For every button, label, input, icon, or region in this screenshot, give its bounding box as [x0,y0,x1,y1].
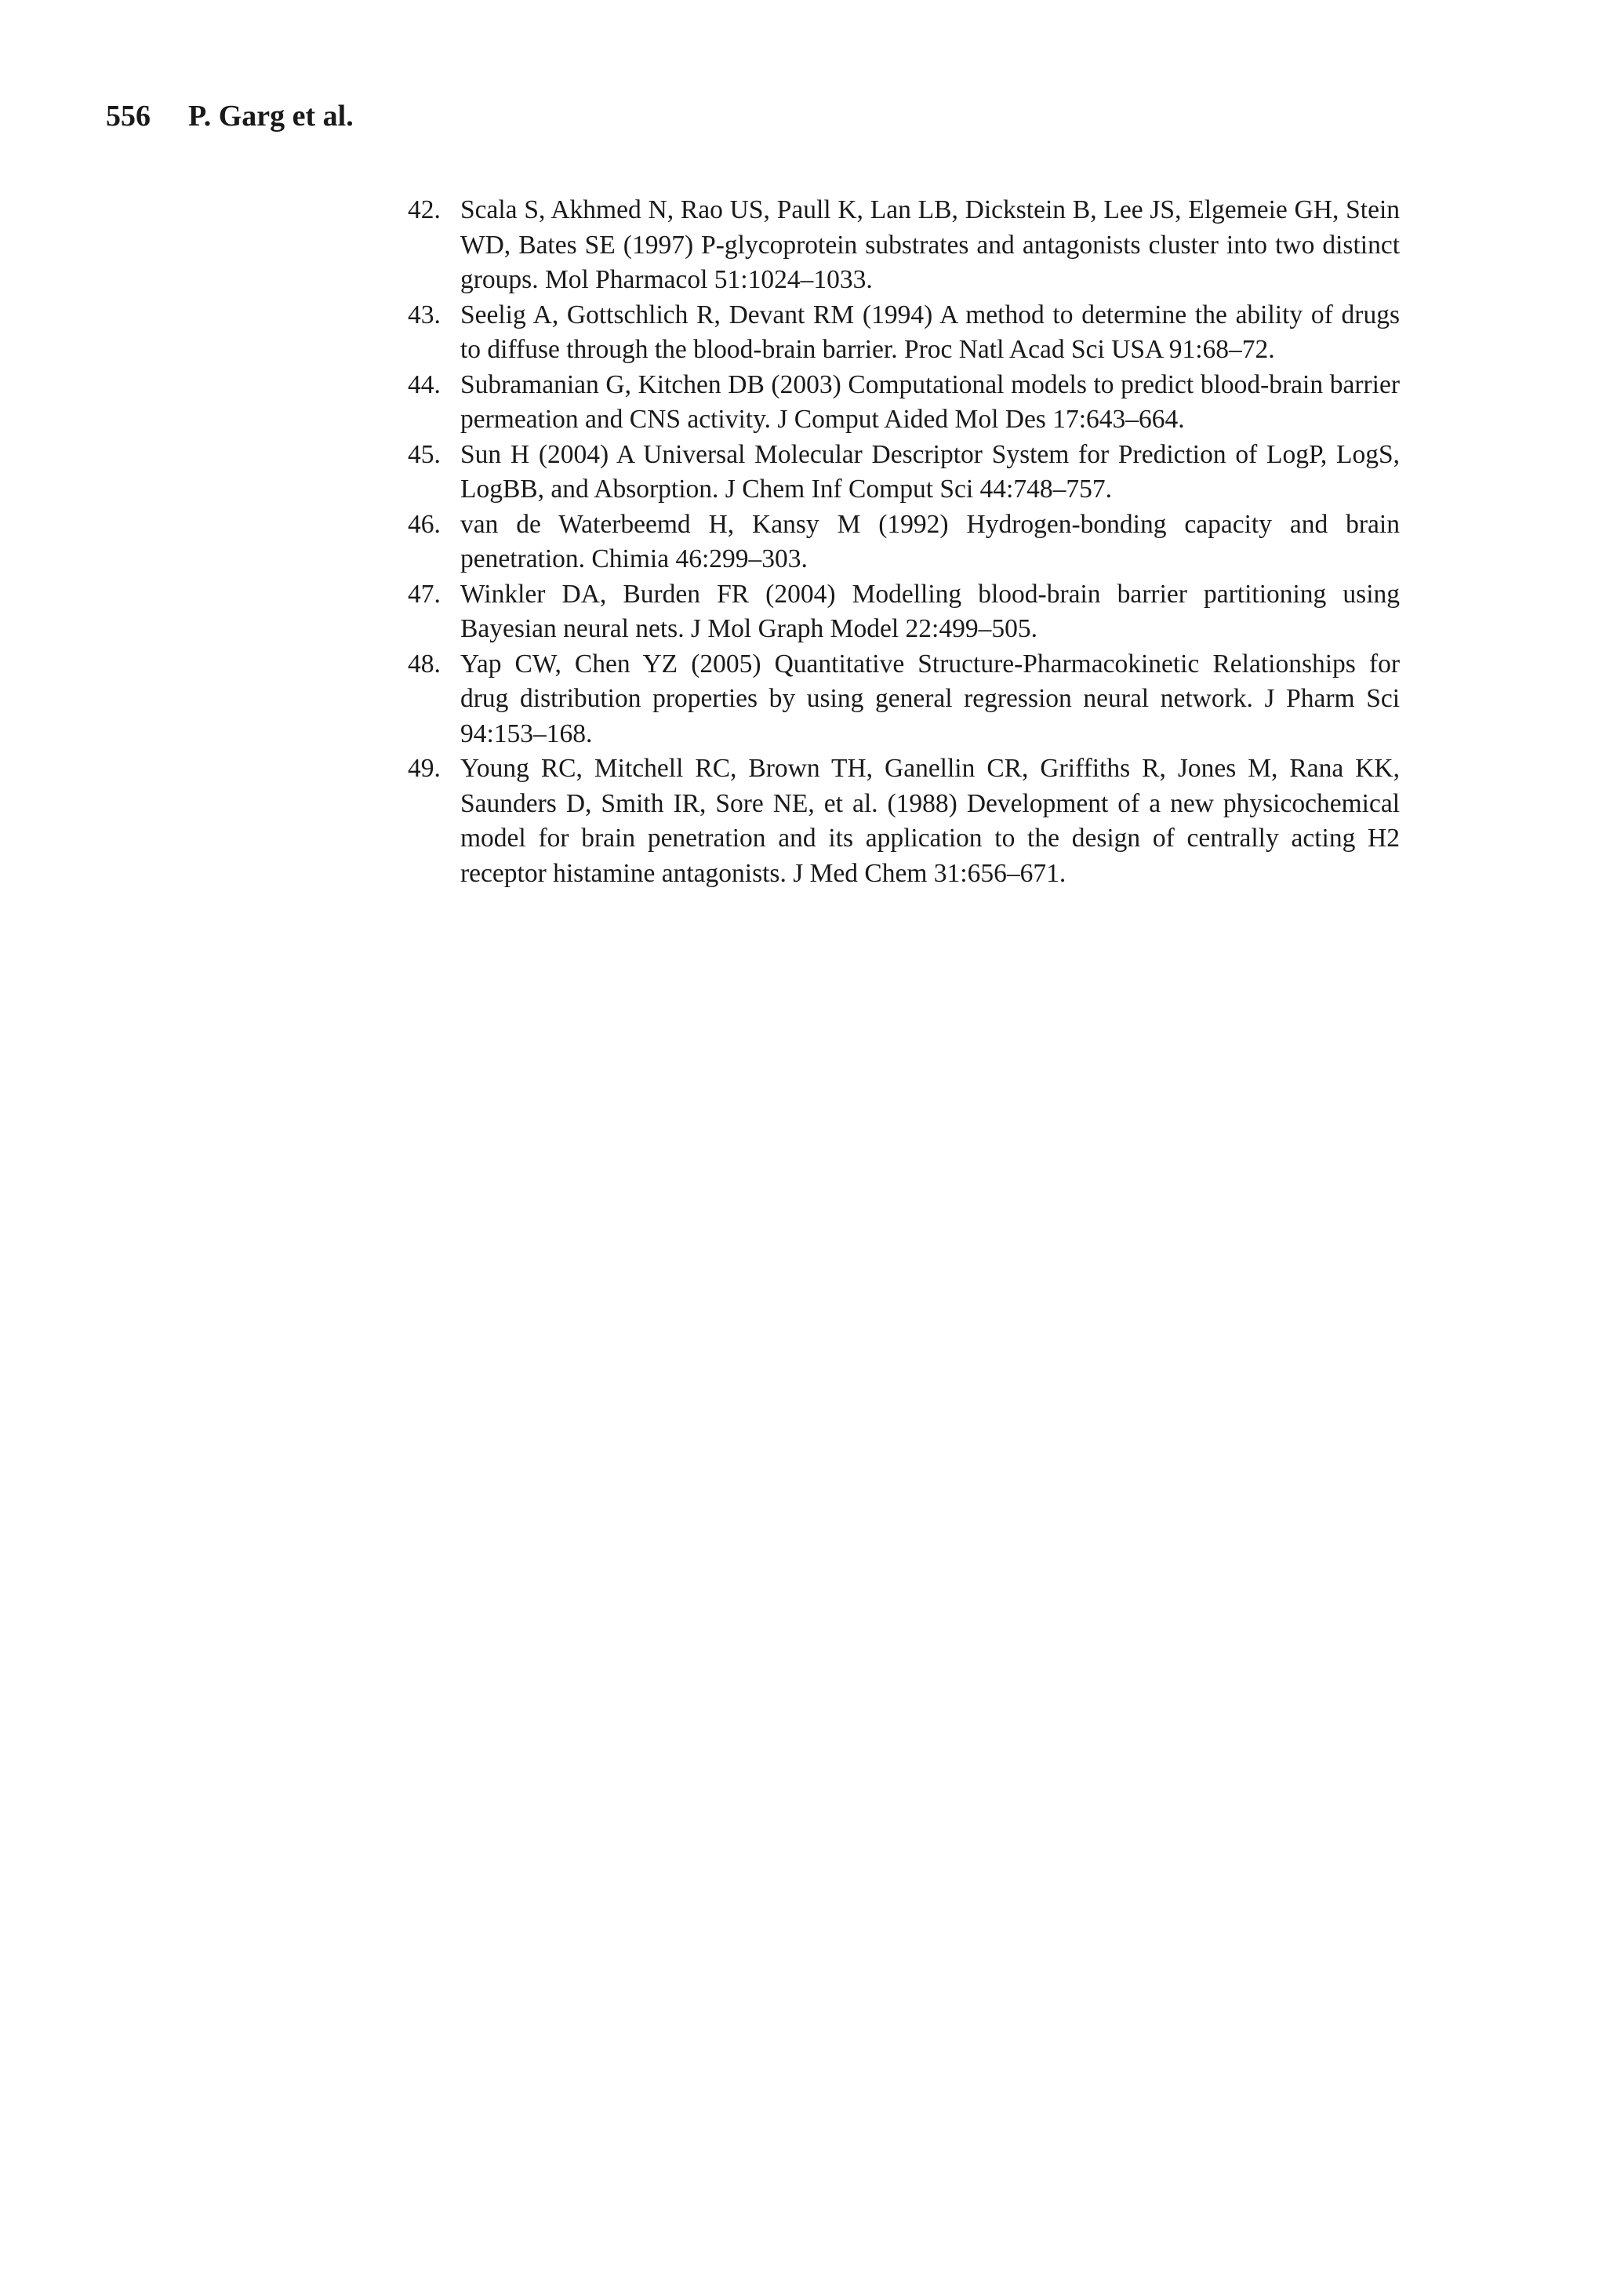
running-head-authors: P. Garg et al. [188,100,354,133]
reference-number: 42. [408,195,441,224]
reference-item [408,577,1400,647]
reference-item [408,298,1400,368]
reference-item [408,368,1400,438]
reference-item [408,647,1400,752]
page-number: 556 [106,100,151,133]
reference-list [408,193,1400,891]
reference-number: 48. [408,649,441,679]
reference-number: 43. [408,300,441,329]
reference-text: Winkler DA, Burden FR (2004) Modelling blood-brain barrier partitioning using Bayesian neural nets. J Mol Graph Model 22:499–505. [460,579,1400,643]
reference-text: Subramanian G, Kitchen DB (2003) Computational models to predict blood-brain barrier permeation and CNS activity. J Comput Aided Mol Des 17:643–664. [460,369,1400,434]
reference-text: Yap CW, Chen YZ (2005) Quantitative Structure-Pharmacokinetic Relationships for drug distribution properties by using general regression neural network. J Pharm Sci 94:153–168. [460,649,1400,748]
reference-number: 44. [408,369,441,399]
reference-text: van de Waterbeemd H, Kansy M (1992) Hydrogen-bonding capacity and brain penetration. Chimia 46:299–303. [460,509,1400,573]
reference-item [408,193,1400,298]
reference-item [408,508,1400,577]
reference-item [408,751,1400,891]
reference-text: Scala S, Akhmed N, Rao US, Paull K, Lan LB, Dickstein B, Lee JS, Elgemeie GH, Stein WD, Bates SE (1997) P-glycoprotein substrates and antagonists cluster into two distinct groups. Mol Pharmacol 51:1024–1033. [460,195,1400,294]
reference-text: Seelig A, Gottschlich R, Devant RM (1994) A method to determine the ability of drugs to diffuse through the blood-brain barrier. Proc Natl Acad Sci USA 91:68–72. [460,300,1400,364]
reference-number: 45. [408,439,441,469]
reference-text: Young RC, Mitchell RC, Brown TH, Ganellin CR, Griffiths R, Jones M, Rana KK, Saunders D, Smith IR, Sore NE, et al. (1988) Development of a new physicochemical model for brain penetration and its application to the design of centrally acting H2 receptor histamine antagonists. J Med Chem 31:656–671. [460,754,1400,888]
running-head [106,97,354,135]
reference-number: 47. [408,579,441,609]
reference-item [408,438,1400,508]
reference-number: 49. [408,754,441,783]
reference-number: 46. [408,509,441,539]
reference-text: Sun H (2004) A Universal Molecular Descriptor System for Prediction of LogP, LogS, LogBB, and Absorption. J Chem Inf Comput Sci 44:748–757. [460,439,1400,504]
